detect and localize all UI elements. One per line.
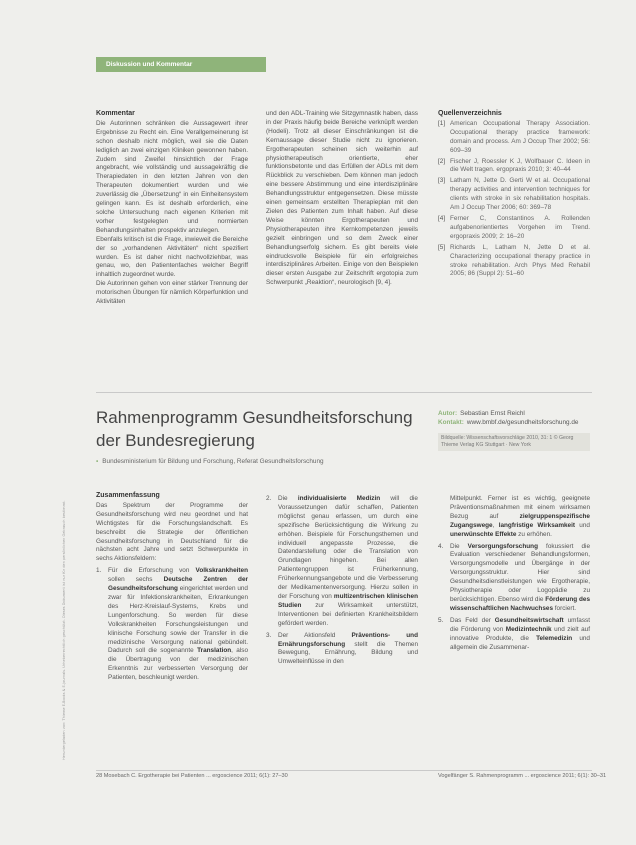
kommentar-paragraph: Die Autorinnen schränken die Aussagewert ihrer Ergebnisse zu Recht ein. Eine Verallgemeinerung ist schon deshalb nicht möglich, weil sie die Daten lediglich an zwei einzigen Kliniken gewonnen haben. Zudem sind Zweifel hinsichtlich der Frage angebracht, wie vollständig und aussagekräftig die Therapiedaten in den letzten Jahren von den Therapeuten dokumentiert wurden und wie zuverlässig die „Übersetzung“ in ein Einheitensystem gelingen kann. Es ist deshalb erforderlich, eine solche Untersuchung nach eigenen Kriterien mit vorher festgelegten und normierten Behandlungsinhalten prospektiv anzulegen. <box>96 119 248 234</box>
aktionsfelder-column <box>266 492 418 667</box>
body-text: Mittelpunkt. Ferner ist es wichtig, geeignete Präventionsmaßnahmen mit einem wirksamen Bezug auf <box>450 495 590 520</box>
body-text: umfasst die Förderung von <box>450 616 590 633</box>
body-text: will die Voraussetzungen dafür schaffen, Patienten möglichst genau erfassen, um durch eine spezifische Berücksichtigung die Wirkung zu erhöhen. Beispiele für Forschungsthemen und individuell angepasste Prozesse, die Datendarstellung oder die Translation von Grundlagen hingehen. Bei allen Patientengruppen ist Früherkennung, Früherkennungsangebote und die Verbesserung der Medikamentenversorgung. Hierzu sollen in der Forschung von <box>278 495 418 600</box>
body-text: und zielt auf innovative Produkte, die <box>450 625 590 642</box>
reference-text: Ferner C, Constantinos A. Rollenden aufgabenorientiertes Vorgehen im Trend. ergopraxis 2009; 2: 16–20 <box>450 214 590 240</box>
zusammenfassung-intro: Das Spektrum der Programme der Gesundheitsforschung wird neu geordnet und hat Wichtigstes für die Forschungslandschaft. Es beschreibt die Strategie der öffentlichen Gesundheitsforschung in Deutschland für die nächsten acht Jahre und setzt Schwerpunkte in sechs Aktionsfeldern: <box>96 501 248 563</box>
info-autor <box>438 410 590 419</box>
kommentar-column-continued <box>266 110 418 288</box>
highlighted-term: Präventions- und Ernährungsforschung <box>278 631 418 648</box>
reference-number: [1] <box>438 119 446 127</box>
list-item-text <box>278 632 418 668</box>
kommentar-paragraph: Ebenfalls kritisch ist die Frage, inwieweit die Bereiche der so „vorhandenen Aktivitäten“ nicht spezifiert wurden. Es ist daher nicht nachvollziehbar, was genau, wo, den Patientenfaches welcher Begriff inhaltlich zugeordnet wurde. <box>96 235 248 279</box>
kommentar-heading: Kommentar <box>96 110 135 117</box>
references-column <box>438 110 590 281</box>
list-item <box>266 495 418 629</box>
highlighted-term: Versorgungsforschung <box>467 542 538 550</box>
highlighted-term: Volkskrankheiten <box>195 567 248 575</box>
highlighted-term: zielgruppenspezifische Zugangswege <box>450 512 590 529</box>
kommentar-column <box>96 110 248 307</box>
reference-number: [3] <box>438 177 446 185</box>
article-info-box <box>438 410 590 451</box>
info-kontakt-label: Kontakt: <box>438 418 464 426</box>
section-tab: Diskussion und Kommentar <box>96 57 266 72</box>
reference-number: [4] <box>438 214 446 222</box>
list-item-text <box>108 567 248 683</box>
body-text: und <box>575 521 590 529</box>
highlighted-term: Medizintechnik <box>505 625 552 633</box>
highlighted-term: multizentrischen klinischen Studien <box>278 592 418 609</box>
highlighted-term: Telemedizin <box>536 634 573 642</box>
footer-right-citation: Vogelfänger S. Rahmenprogramm ... ergoscience 2011; 6(1): 30–31 <box>438 773 607 779</box>
kommentar-paragraph: und den ADL-Training wie Sitzgymnastik haben, dass in der Praxis häufig beide Bereiche verknüpft werden (Hodeli). Trotz all dieser Einschränkungen ist die Kernaussage dieser Studie nicht zu ignorieren. Ergotherapeuten scheinen sich weiterhin auf physiotherapeutisch orientierte, eher funktionsbetonte und das Erfüllen der ADLs mit dem Rückblick zu verschieben. Dem können man jedoch eine bessere Abstimmung und eine interdisziplinäre Behandlungsstruktur entgegensetzen. Diese müsste einen gemeinsam erstellten Therapieplan mit den Zielen des Patienten zum Inhalt haben. Auf diese Weise könnten Ergotherapeuten und Physiotherapeuten ihre Kernkompetenzen jeweils gezielt einbringen und so dem Zweck einer Behandlungserfolg sichern. Es gibt bereits viele eindrucksvolle Beispiele für ein erfolgreiches interdisziplinäres Arbeiten. Einige von den Beispielen dieser ersten Ausgabe zur Zeitschrift ergotopia zum Schwerpunkt „Reaktion“, neurologisch [9, 4]. <box>266 110 418 287</box>
body-text: Das Feld der <box>450 616 495 624</box>
body-text: zu erhöhen. <box>516 530 552 538</box>
highlighted-term: langfristige Wirksamkeit <box>498 521 576 529</box>
reference-item <box>438 215 590 242</box>
info-source-tag: Bildquelle: Wissenschaftsvorschläge 2010, 31: 1 © Georg Thieme Verlag KG Stuttgart · New York <box>438 433 590 451</box>
highlighted-term: individualisierte Medizin <box>297 495 381 502</box>
footer-divider <box>96 770 592 771</box>
highlighted-term: Deutsche Zentren der Gesundheitsforschung <box>108 576 248 593</box>
highlighted-term: Gesundheitswirtschaft <box>494 616 564 624</box>
highlighted-term: Translation <box>197 647 232 655</box>
references-heading: Quellenverzeichnis <box>438 110 502 117</box>
list-item-text <box>450 495 590 540</box>
kommentar-paragraph: Die Autorinnen gehen von einer stärker Trennung der motorischen Übungen für nämlich Körperfunktion und Aktivitäten <box>96 280 248 306</box>
aktionsfelder-column-continued <box>438 492 590 652</box>
info-kontakt <box>438 419 590 428</box>
list-item <box>266 632 418 668</box>
article-author <box>96 458 426 465</box>
zusammenfassung-column <box>96 492 248 683</box>
list-number: 3. <box>266 631 272 639</box>
list-number: 2. <box>266 495 272 502</box>
reference-text: Richards L, Latham N, Jette D et al. Characterizing occupational therapy practice in stroke rehabilitation. Arch Phys Med Rehabil 2005; 86 (Suppl 2): 51–60 <box>450 243 590 278</box>
list-number <box>438 495 450 540</box>
body-text: fokussiert die Evaluation verschiedener Behandlungsformen, Versorgungsmodelle und Übergänge in der Versorgungsstruktur. Hier sind Gesundheitsdienstleistungen wie Ergotherapie, Physiotherapie oder Logopädie zu berücksichtigen. Ebenso wird die <box>450 542 590 603</box>
reference-item <box>438 244 590 280</box>
reference-number: [2] <box>438 157 446 165</box>
body-text: und allgemein die Zusammenar- <box>450 634 590 651</box>
author-text: Bundesministerium für Bildung und Forschung, Referat Gesundheitsforschung <box>102 458 324 465</box>
side-note: Heruntergeladen von: Thieme E-Books & E-Journals. Urheberrechtlich geschützt. Dieses Dokument ist nur für den persönlichen Gebrauch bestimmt. <box>62 500 66 760</box>
reference-item <box>438 177 590 213</box>
footer-left-citation: 28 Mosebach C. Ergotherapie bei Patienten ... ergoscience 2011; 6(1): 27–30 <box>96 773 288 779</box>
body-text: , <box>492 521 499 529</box>
list-item <box>438 617 590 653</box>
body-text: stellt die Themen Bewegung, Ernährung, Bildung und Umwelteinflüsse in den <box>278 640 418 666</box>
body-text: Der Aktionsfeld <box>278 631 352 639</box>
reference-text: American Occupational Therapy Association. Occupational therapy practice framework: domain and process. Am J Occup Ther 2002; 56: 609–39 <box>450 119 590 154</box>
list-item <box>438 543 590 614</box>
list-item <box>96 567 248 683</box>
body-text: Für die Erforschung von <box>108 567 196 575</box>
author-bullet-icon: ▪ <box>96 458 99 465</box>
list-number: 4. <box>438 542 444 550</box>
info-autor-value: Sebastian Ernst Reichl <box>460 410 525 417</box>
body-text: , also die Übertragung von der medizinischen Erkenntnis zur verbesserten Versorgung der Patienten, beschleunigt werden. <box>108 647 248 682</box>
body-text: eingerichtet werden und zwar für Infektionskrankheiten, Erkrankungen des Herz-Kreislauf-Systems, Krebs und Lungenforschung. So werden für diese Volkskrankheiten Forschungsleistungen und klinische Forschung sowie der Transfer in die medizinische Versorgung national gebündelt. Dadurch soll die sogenannte <box>108 585 248 655</box>
body-text: Die <box>278 495 298 502</box>
zusammenfassung-heading: Zusammenfassung <box>96 492 160 499</box>
body-text: sollen sechs <box>108 576 164 584</box>
body-text: zur Wirksamkeit unterstützt, Interventionen bei definierten Krankheitsbildern gefördert werden. <box>278 601 418 627</box>
list-item-continued <box>438 495 590 540</box>
list-item-text <box>450 617 590 653</box>
reference-text: Latham N, Jette D. Gerti W et al. Occupational therapy activities and intervention techniques for clients with stroke in six rehabilitation hospitals. Am J Occup Ther 2006; 60: 369–78 <box>450 177 590 212</box>
reference-item <box>438 158 590 176</box>
highlighted-term: Förderung des wissenschaftlichen Nachwuchses <box>450 595 590 612</box>
section-divider <box>96 392 592 393</box>
body-text: forciert. <box>553 604 577 612</box>
reference-number: [5] <box>438 243 446 251</box>
list-item-text <box>278 495 418 629</box>
article-title: Rahmenprogramm Gesundheitsforschung der Bundesregierung <box>96 408 413 450</box>
list-item-text <box>450 543 590 614</box>
list-number: 5. <box>438 616 444 624</box>
info-kontakt-value: www.bmbf.de/gesundheitsforschung.de <box>466 418 579 426</box>
body-text: Die <box>450 542 468 550</box>
list-number: 1. <box>96 567 102 575</box>
highlighted-term: unerwünschte Effekte <box>450 530 517 538</box>
reference-text: Fischer J, Roessler K J, Wolfbauer C. Ideen in die Welt tragen. ergopraxis 2010; 3: 40–44 <box>450 157 590 174</box>
reference-list <box>438 120 590 279</box>
info-autor-label: Autor: <box>438 410 458 417</box>
reference-item <box>438 120 590 156</box>
